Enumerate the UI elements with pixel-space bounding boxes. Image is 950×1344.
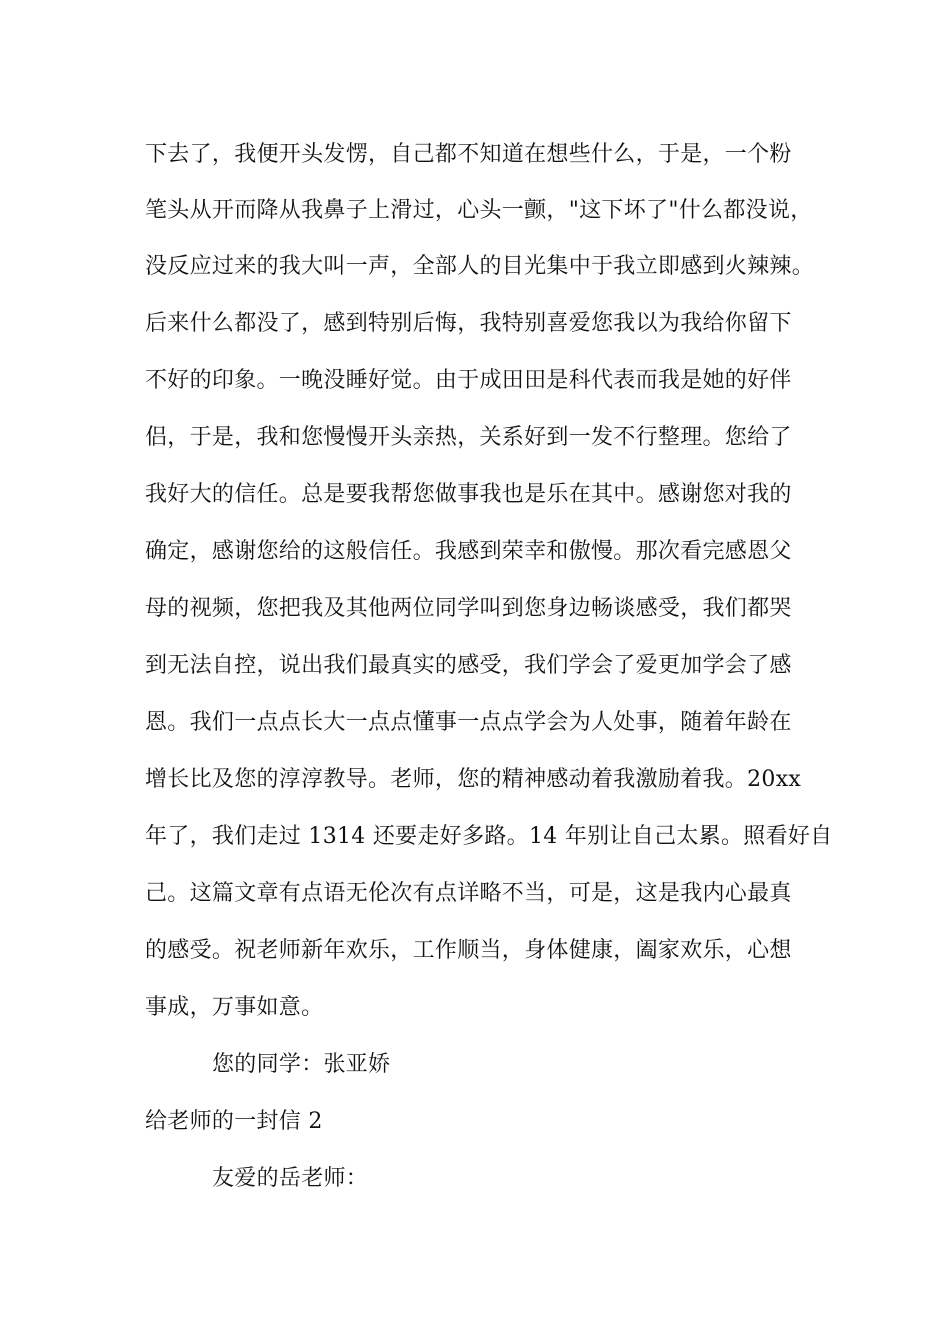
body-line-7: 我好大的信任。总是要我帮您做事我也是乐在其中。感谢您对我的 xyxy=(145,482,792,507)
salutation: 友爱的岳老师： xyxy=(212,1166,369,1191)
signature: 您的同学：张亚娇 xyxy=(212,1052,391,1077)
body-line-15: 的感受。祝老师新年欢乐，工作顺当，身体健康，阖家欢乐，心想 xyxy=(145,938,792,963)
body-line-12: 增长比及您的淳淳教导。老师，您的精神感动着我激励着我。20xx xyxy=(145,767,802,792)
body-line-9: 母的视频，您把我及其他两位同学叫到您身边畅谈感受，我们都哭 xyxy=(145,596,792,621)
body-line-8: 确定，感谢您给的这般信任。我感到荣幸和傲慢。那次看完感恩父 xyxy=(145,539,792,564)
body-line-10: 到无法自控，说出我们最真实的感受，我们学会了爱更加学会了感 xyxy=(145,653,792,678)
section-title: 给老师的一封信 2 xyxy=(145,1109,323,1134)
body-line-14: 己。这篇文章有点语无伦次有点详略不当，可是，这是我内心最真 xyxy=(145,881,792,906)
body-line-5: 不好的印象。一晚没睡好觉。由于成田田是科代表而我是她的好伴 xyxy=(145,368,792,393)
body-line-4: 后来什么都没了，感到特别后悔，我特别喜爱您我以为我给你留下 xyxy=(145,311,792,336)
body-line-3: 没反应过来的我大叫一声，全部人的目光集中于我立即感到火辣辣。 xyxy=(145,254,815,279)
body-line-2: 笔头从开而降从我鼻子上滑过，心头一颤，"这下坏了"什么都没说， xyxy=(145,198,813,223)
body-line-1: 下去了，我便开头发愣，自己都不知道在想些什么，于是，一个粉 xyxy=(145,142,792,167)
body-line-16: 事成，万事如意。 xyxy=(145,995,324,1020)
body-line-11: 恩。我们一点点长大一点点懂事一点点学会为人处事，随着年龄在 xyxy=(145,710,792,735)
body-line-6: 侣，于是，我和您慢慢开头亲热，关系好到一发不行整理。您给了 xyxy=(145,425,792,450)
body-line-13: 年了，我们走过 1314 还要走好多路。14 年别让自己太累。照看好自 xyxy=(145,824,833,849)
